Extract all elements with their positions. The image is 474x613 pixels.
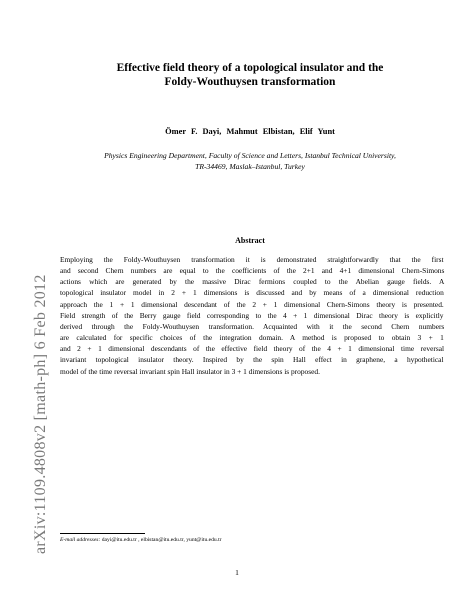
abstract-line: are calculated for specific choices of the integration domain. A method is proposed to obtain 3 + 1 [60,333,444,343]
abstract-line: derived through the Foldy-Wouthuysen transformation. Acquainted with it the second Chern numbers [60,321,445,331]
author-list: Ömer F. Dayi, Mahmut Elbistan, Elif Yunt [165,127,335,136]
abstract-line: and second Chern numbers are equal to the coefficients of the 2+1 and 4+1 dimensional Chern-Simons [60,266,445,276]
abstract-heading: Abstract [235,236,265,245]
footnote-emails: dayi@itu.edu.tr , elbistan@itu.edu.tr, yunt@itu.edu.tr [101,537,222,543]
abstract-line: Field strength of the Berry gauge field corresponding to the 4 + 1 dimensional Dirac theory is explicitly [60,310,444,320]
arxiv-identifier-text: arXiv:1109.4808v2 [math-ph] 6 Feb 2012 [32,274,49,554]
affiliation-line-2: TR-34469, Maslak–Istanbul, Turkey [195,162,305,171]
page-number: 1 [235,568,239,577]
paper-title-line-2: Foldy-Wouthuysen transformation [164,76,336,88]
abstract-line: model of the time reversal invariant spin Hall insulator in 3 + 1 dimensions is proposed. [60,366,320,376]
abstract-line: Employing the Foldy-Wouthuysen transformation it is demonstrated straightforwardly that the first [60,255,444,264]
affiliation [70,150,430,172]
abstract-body [60,254,444,377]
footnote-divider [60,533,145,534]
abstract-line: topological insulator model in 2 + 1 dimensions is discussed and by means of a dimensional reduction [60,288,444,298]
paper-title-line-1: Effective field theory of a topological insulator and the [116,62,384,74]
paper-title [70,61,430,89]
abstract-line: approach the 1 + 1 dimensional descendant of the 2 + 1 dimensional Chern-Simons theory is presented. [60,299,444,309]
affiliation-line-1: Physics Engineering Department, Faculty of Science and Letters, Istanbul Technical University, [104,151,396,160]
footnote [60,537,222,543]
abstract-line: actions which are generated by the massive Dirac fermions coupled to the Abelian gauge fields. A [60,277,445,287]
abstract-line: and 2 + 1 dimensional descendants of the effective field theory of the 4 + 1 dimensional time reversal [60,344,445,354]
abstract-line: invariant topological insulator theory. Inspired by the spin Hall effect in graphene, a hypothetical [60,355,444,365]
arxiv-identifier-stamp [10,154,49,554]
footnote-label: E-mail addresses: [60,537,101,543]
